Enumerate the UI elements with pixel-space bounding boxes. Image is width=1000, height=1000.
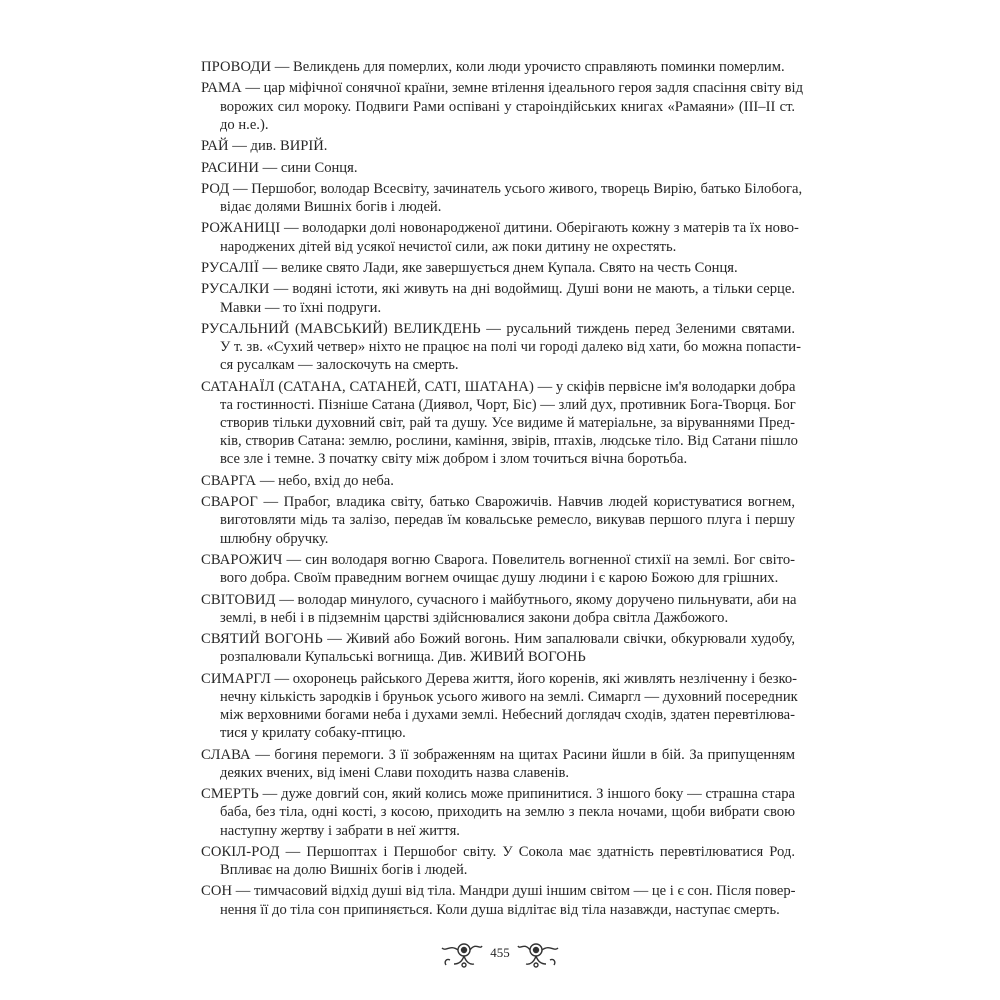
entry-continuation-line: [201, 724, 795, 742]
entry-definition-text: Мавки — то їхні подруги.: [220, 299, 382, 316]
page-number: 455: [490, 945, 510, 960]
entry-continuation-line: [201, 569, 795, 587]
entry-continuation-line: [201, 688, 798, 706]
entry-first-line: [201, 843, 795, 861]
entry-definition-text: виготовляти мідь та залізо, передав їм ковальське ремесло, викував першого плуга і першу: [220, 512, 795, 529]
entry-definition-text: розпалювали Купальські вогнища. Див. ЖИВИЙ ВОГОНЬ: [220, 649, 586, 666]
entry-continuation-line: [201, 706, 795, 724]
dictionary-entry: [201, 591, 795, 627]
entry-definition-text: відає долями Вишніх богів і людей.: [220, 199, 442, 216]
entry-definition-text: Впливає на долю Вишніх богів і людей.: [220, 862, 468, 879]
entry-term: СВАРОГ: [201, 494, 258, 511]
floral-ornament-right-icon: [516, 938, 560, 968]
dictionary-entry: [201, 551, 795, 587]
entry-definition-text: — Першобог, володар Всесвіту, зачинатель усього живого, творець Вирію, батько Білобога,: [233, 180, 803, 197]
entry-first-line: [201, 493, 795, 511]
entry-definition-text: нечну кількість зародків і бруньок усього живого на землі. Симаргл — духовний посередник: [220, 688, 798, 705]
entry-definition-text: — велике свято Лади, яке завершується днем Купала. Свято на честь Сонця.: [262, 260, 738, 276]
entry-definition-text: землі, в небі і в підземнім царстві здійснювалися закони добра світла Дажбожого.: [220, 609, 729, 626]
dictionary-entry: [201, 320, 801, 375]
entry-first-line: [201, 630, 795, 648]
entry-continuation-line: [201, 338, 801, 356]
entry-definition-text: — Живий або Божий вогонь. Ним запалювали свічки, обкурювали худобу,: [327, 631, 795, 648]
entry-definition-text: до н.е.).: [220, 116, 269, 133]
dictionary-entry: [201, 58, 795, 76]
entry-continuation-line: [201, 803, 795, 821]
entry-term: РУСАЛІЇ: [201, 260, 259, 276]
entry-definition-text: наступну жертву і забрати в неї життя.: [220, 822, 460, 839]
entry-first-line: [201, 551, 795, 569]
entry-continuation-line: [201, 530, 795, 548]
entry-continuation-line: [201, 861, 795, 879]
entry-continuation-line: [201, 450, 795, 468]
entry-continuation-line: [201, 609, 795, 627]
entry-definition-text: все зле і темне. З початку світу між добром і злом точиться вічна боротьба.: [220, 451, 688, 468]
entry-continuation-line: [201, 198, 795, 216]
dictionary-entry: [201, 378, 798, 469]
entry-continuation-line: [201, 356, 795, 374]
entry-continuation-line: [201, 648, 795, 666]
dictionary-entry: [201, 159, 795, 177]
entry-definition-text: деяких вчених, від імені Слави походить назва славенів.: [220, 764, 570, 781]
dictionary-entry: [201, 259, 795, 277]
entry-definition-text: — богиня перемоги. З її зображенням на щитах Расини йшли в бій. За припущенням: [255, 746, 795, 763]
entry-continuation-line: [201, 414, 795, 432]
entry-first-line: [201, 280, 795, 298]
entry-term: СИМАРГЛ: [201, 670, 271, 687]
entry-definition-text: У т. зв. «Сухий четвер» ніхто не працює на полі чи городі далеко від хати, бо можна попасти-: [220, 339, 801, 356]
entry-definition-text: — Першоптах і Першобог світу. У Сокола має здатність перевтілюватися Род.: [285, 843, 795, 860]
entry-term: РАМА: [201, 80, 242, 97]
entry-first-line: [201, 79, 803, 97]
entry-definition-text: — Великдень для померлих, коли люди урочисто справляють поминки померлим.: [274, 59, 785, 75]
entry-definition-text: шлюбну обручку.: [220, 530, 329, 547]
entry-first-line: [201, 746, 795, 764]
entry-first-line: [201, 882, 795, 900]
entry-continuation-line: [201, 238, 795, 256]
page-footer: [0, 938, 1000, 968]
dictionary-entry: [201, 219, 799, 255]
entry-definition-text: — цар міфічної сонячної країни, земне втілення ідеального героя задля спасіння світу від: [245, 80, 803, 97]
entry-definition-text: — сини Сонця.: [262, 159, 358, 176]
entry-first-line: [201, 320, 795, 338]
entry-term: РАСИНИ: [201, 159, 260, 176]
entry-definition-text: вого добра. Своїм праведним вогнем очищає душу людини і є карою Божою для грішних.: [220, 570, 779, 587]
entry-definition-text: — небо, вхід до неба.: [259, 472, 394, 489]
entry-first-line: [201, 58, 795, 76]
entry-definition-text: ся русалкам — залоскочуть на смерть.: [220, 357, 459, 374]
entry-definition-text: — охоронець райського Дерева життя, його коренів, які живлять незліченну і безко-: [274, 670, 798, 687]
entry-term: СВАРГА: [201, 472, 257, 489]
entry-continuation-line: [201, 764, 795, 782]
entry-definition-text: — у скіфів первісне ім'я володарки добра: [537, 378, 796, 395]
dictionary-entry: [201, 882, 795, 918]
entry-definition-text: народжених дітей від усякої нечистої сили, аж поки дитину не охрестять.: [220, 238, 677, 255]
entry-first-line: [201, 472, 795, 490]
dictionary-entry: [201, 493, 795, 548]
entry-definition-text: ворожих сил мороку. Подвиги Рами оспівані у староіндійських книгах «Рамаяни» (ІІІ–ІІ ст.: [220, 98, 795, 115]
entry-continuation-line: [201, 822, 795, 840]
entry-first-line: [201, 591, 795, 609]
dictionary-entry: [201, 137, 795, 155]
dictionary-entry: [201, 472, 795, 490]
entry-definition-text: — русальний тиждень перед Зеленими святами.: [486, 320, 795, 337]
entry-term: СВАРОЖИЧ: [201, 551, 283, 568]
dictionary-entry: [201, 746, 795, 782]
entry-first-line: [201, 180, 803, 198]
dictionary-page: [201, 58, 803, 922]
floral-ornament-left-icon: [440, 938, 484, 968]
entry-definition-text: між верховними богами неба і духами землі. Небесний доглядач сходів, здатен перевтілюва-: [220, 707, 795, 723]
entry-definition-text: — володар минулого, сучасного і майбутнього, якому доручено пильнувати, аби на: [279, 591, 797, 608]
entry-definition-text: баба, без тіла, одні кості, з косою, приходить на землю з пекла ночами, щоби вибрати свою: [220, 804, 795, 821]
entry-first-line: [201, 159, 795, 177]
entry-continuation-line: [201, 901, 795, 919]
entry-first-line: [201, 219, 799, 237]
entry-term: СОКІЛ-РОД: [201, 843, 280, 860]
entry-definition-text: — тимчасовий відхід душі від тіла. Мандри душі іншим світом — це і є сон. Після повер-: [235, 883, 796, 900]
entry-definition-text: тися у крилату собаку-птицю.: [220, 725, 406, 742]
entry-term: РУСАЛЬНИЙ (МАВСЬКИЙ) ВЕЛИКДЕНЬ: [201, 320, 481, 337]
dictionary-entry: [201, 280, 795, 316]
dictionary-entry: [201, 630, 795, 666]
dictionary-entry: [201, 180, 803, 216]
entry-first-line: [201, 259, 795, 277]
entry-continuation-line: [201, 116, 795, 134]
entry-definition-text: — Прабог, владика світу, батько Сварожичів. Навчив людей користуватися вогнем,: [263, 494, 795, 511]
entry-first-line: [201, 137, 795, 155]
entry-first-line: [201, 670, 798, 688]
entry-term: СВІТОВИД: [201, 591, 276, 608]
entry-continuation-line: [201, 299, 795, 317]
entry-continuation-line: [201, 432, 798, 450]
entry-term: РОЖАНИЦІ: [201, 220, 281, 237]
entry-term: СОН: [201, 883, 233, 900]
entry-definition-text: — водяні істоти, які живуть на дні водоймищ. Душі вони не мають, а тільки серце.: [273, 281, 795, 298]
entry-term: СВЯТИЙ ВОГОНЬ: [201, 631, 323, 648]
entry-term: СМЕРТЬ: [201, 786, 259, 803]
dictionary-entry: [201, 843, 795, 879]
entry-first-line: [201, 378, 795, 396]
entry-first-line: [201, 785, 795, 803]
entry-definition-text: та гостинності. Пізніше Сатана (Диявол, Чорт, Біс) — злий дух, противник Бога-Творця. Бог: [220, 396, 796, 413]
entry-definition-text: — син володаря вогню Сварога. Повелитель вогненної стихії на землі. Бог світо-: [286, 551, 795, 568]
entry-term: РАЙ: [201, 138, 229, 155]
entry-term: РОД: [201, 180, 230, 197]
entry-continuation-line: [201, 98, 795, 116]
entry-definition-text: створив тільки духовний світ, рай та душу. Усе видиме й матеріальне, за віруваннями Пред-: [220, 415, 795, 432]
dictionary-entry: [201, 670, 798, 743]
dictionary-entry: [201, 79, 803, 134]
entry-term: СЛАВА: [201, 746, 251, 763]
entry-continuation-line: [201, 396, 795, 414]
entry-definition-text: — володарки долі новонародженої дитини. Оберігають кожну з матерів та їх ново-: [284, 220, 799, 237]
entry-definition-text: — дуже довгий сон, який колись може припинитися. З іншого боку — страшна стара: [262, 786, 796, 803]
dictionary-entry: [201, 785, 795, 840]
entry-definition-text: — див. ВИРІЙ.: [232, 138, 328, 155]
entry-term: ПРОВОДИ: [201, 59, 272, 75]
entry-definition-text: нення її до тіла сон припиняється. Коли душа відлітає від тіла назавжди, наступає смерть.: [220, 901, 780, 918]
entry-term: САТАНАЇЛ (САТАНА, САТАНЕЙ, САТІ, ШАТАНА): [201, 378, 534, 395]
entry-continuation-line: [201, 511, 795, 529]
entry-definition-text: ків, створив Сатана: землю, рослини, каміння, звірів, птахів, людське тіло. Від Сатани пішло: [220, 433, 798, 450]
entry-term: РУСАЛКИ: [201, 281, 270, 298]
